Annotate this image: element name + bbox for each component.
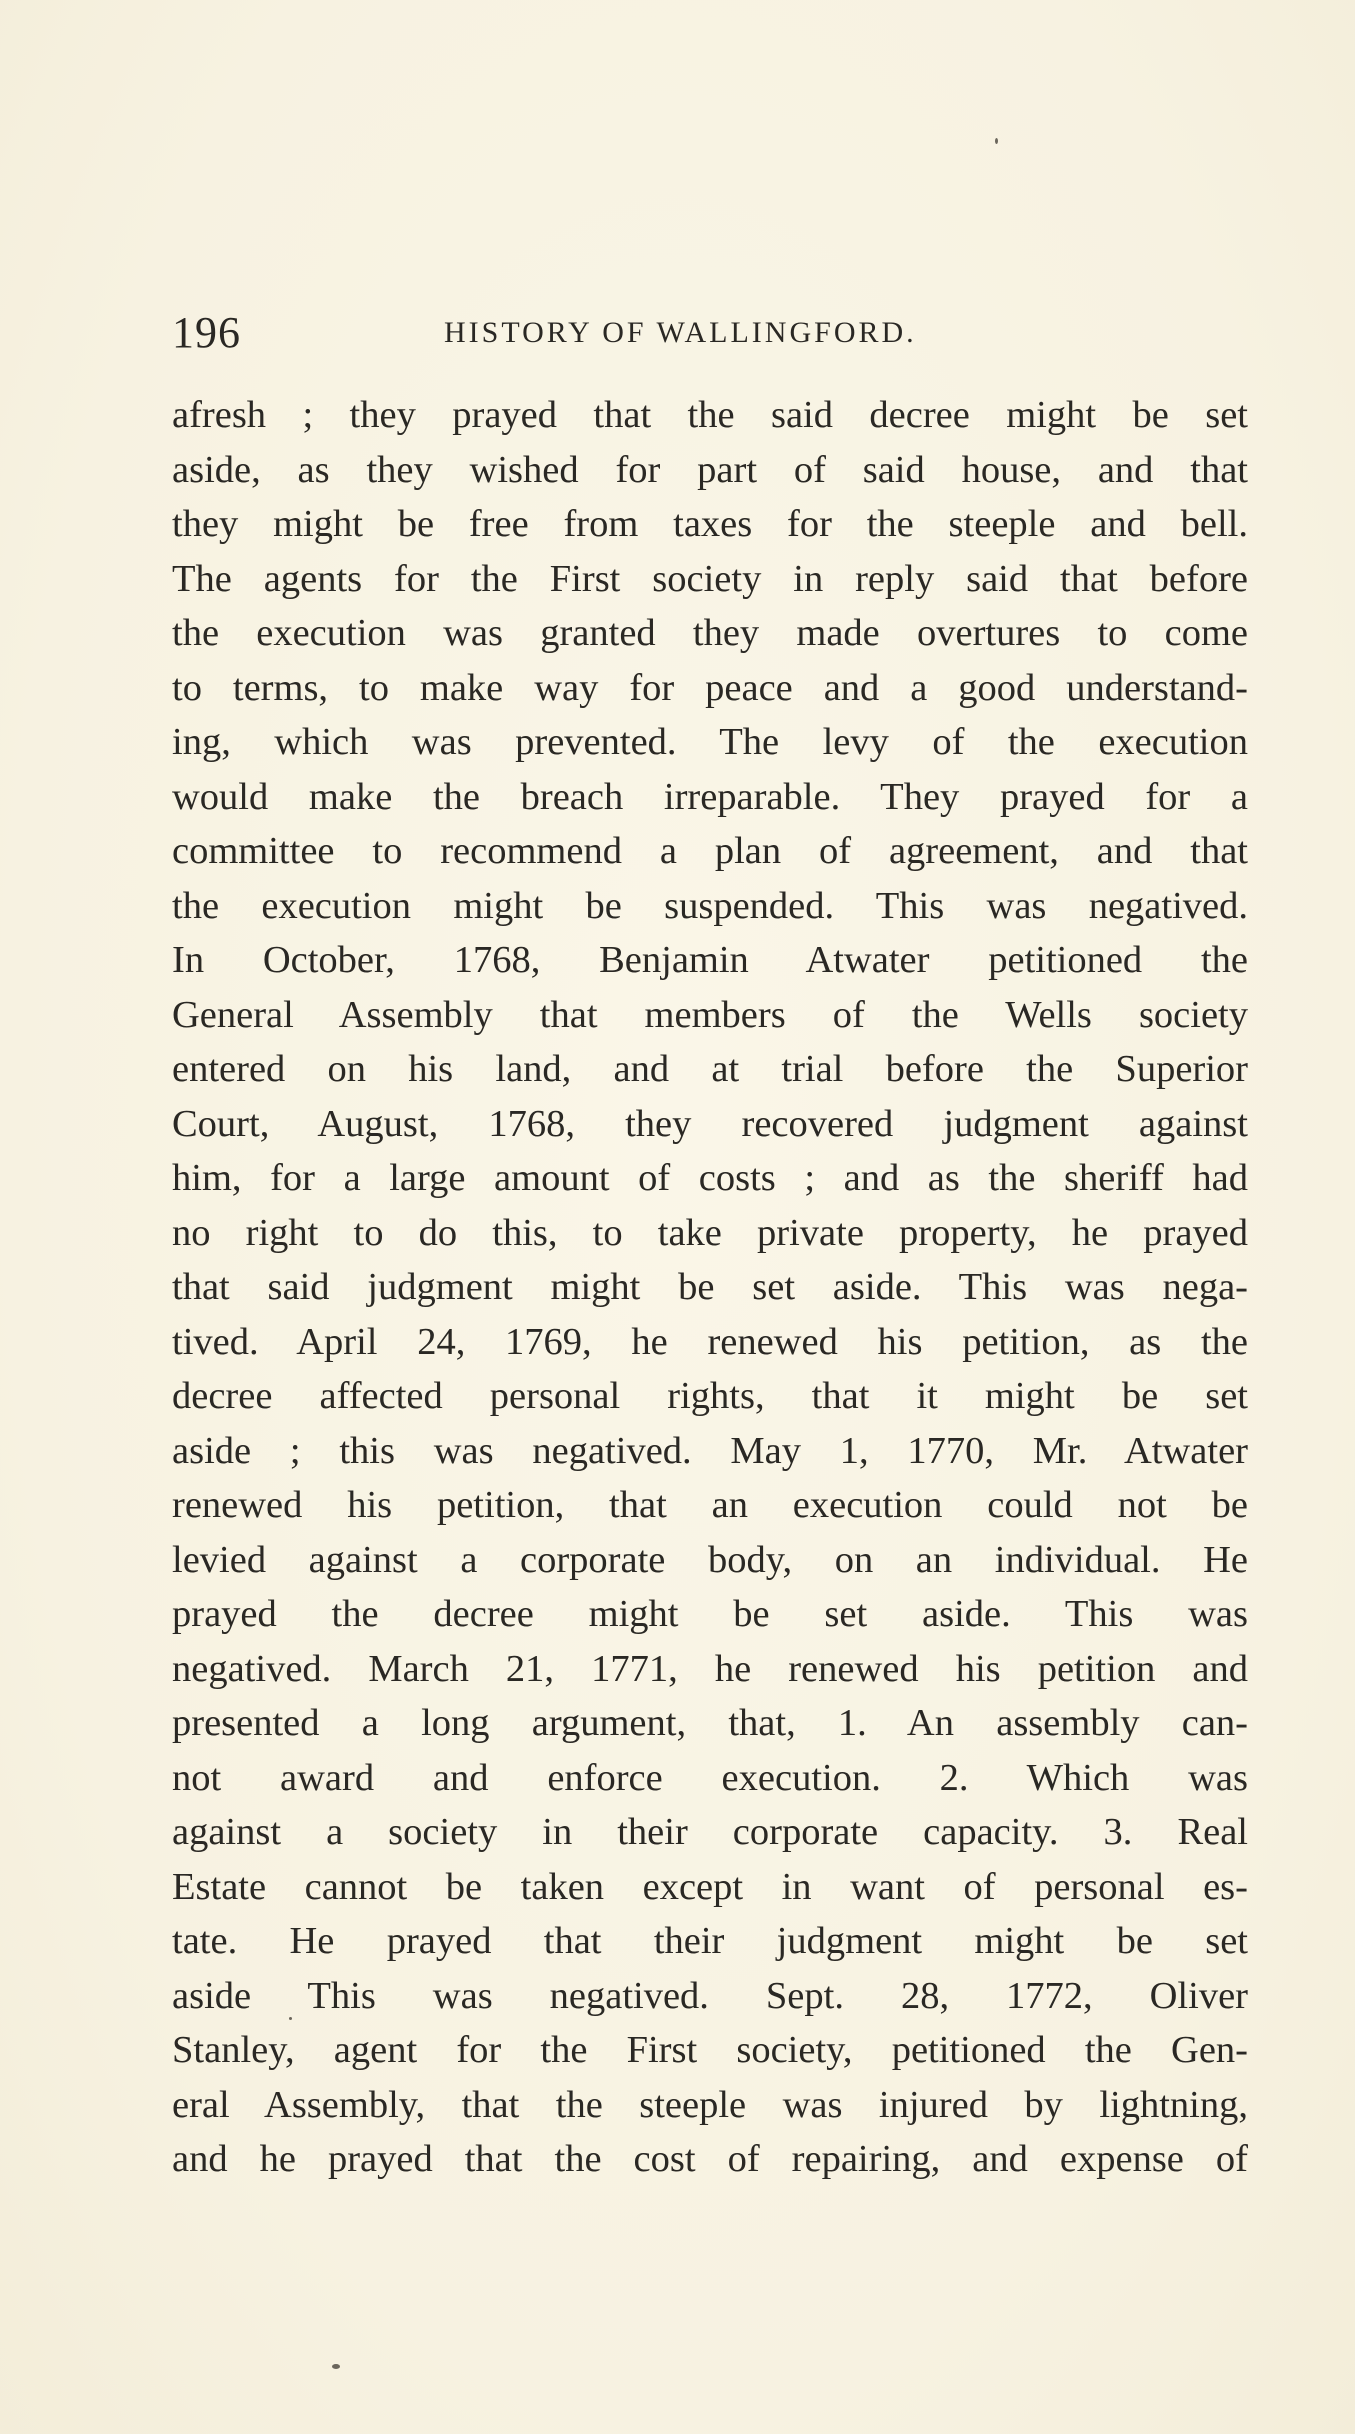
text-line: to terms, to make way for peace and a good understand- bbox=[172, 666, 1248, 709]
text-line: aside ; this was negatived. May 1, 1770, Mr. Atwater bbox=[172, 1429, 1248, 1472]
text-line: renewed his petition, that an execution could not be bbox=[172, 1484, 1248, 1526]
text-line: Stanley, agent for the First society, petitioned the Gen- bbox=[172, 2029, 1248, 2071]
text-line: they might be free from taxes for the steeple and bell. bbox=[172, 503, 1248, 545]
text-line: committee to recommend a plan of agreement, and that bbox=[172, 830, 1248, 872]
text-line: presented a long argument, that, 1. An assembly can- bbox=[172, 1702, 1248, 1744]
text-line: no right to do this, to take private property, he prayed bbox=[172, 1211, 1248, 1254]
text-line: tived. April 24, 1769, he renewed his petition, as the bbox=[172, 1320, 1248, 1363]
text-line: against a society in their corporate capacity. 3. Real bbox=[172, 1811, 1248, 1853]
text-line: the execution might be suspended. This was negatived. bbox=[172, 884, 1248, 927]
text-line: In October, 1768, Benjamin Atwater petitioned the bbox=[172, 939, 1248, 981]
text-line: decree affected personal rights, that it might be set bbox=[172, 1375, 1248, 1417]
running-title: HISTORY OF WALLINGFORD. bbox=[444, 316, 917, 349]
text-line: The agents for the First society in reply said that before bbox=[172, 557, 1248, 600]
text-line: General Assembly that members of the Wells society bbox=[172, 993, 1248, 1036]
paper-speck bbox=[332, 2364, 340, 2369]
text-line: prayed the decree might be set aside. This was bbox=[172, 1593, 1248, 1635]
paper-speck bbox=[289, 2017, 292, 2020]
text-line: would make the breach irreparable. They prayed for a bbox=[172, 775, 1248, 818]
text-line: aside, as they wished for part of said house, and that bbox=[172, 448, 1248, 491]
paper-speck bbox=[995, 138, 998, 144]
text-line: afresh ; they prayed that the said decree might be set bbox=[172, 394, 1248, 436]
text-line: Court, August, 1768, they recovered judgment against bbox=[172, 1102, 1248, 1145]
text-line: aside This was negatived. Sept. 28, 1772, Oliver bbox=[172, 1974, 1248, 2017]
text-line: ing, which was prevented. The levy of the execution bbox=[172, 721, 1248, 763]
page-header bbox=[172, 303, 1248, 363]
text-line: and he prayed that the cost of repairing, and expense of bbox=[172, 2138, 1248, 2180]
page-number: 196 bbox=[172, 308, 241, 357]
body-text bbox=[172, 388, 1248, 2187]
text-line: entered on his land, and at trial before the Superior bbox=[172, 1048, 1248, 1090]
text-line: levied against a corporate body, on an individual. He bbox=[172, 1538, 1248, 1581]
text-line: that said judgment might be set aside. This was nega- bbox=[172, 1266, 1248, 1308]
text-line: eral Assembly, that the steeple was injured by lightning, bbox=[172, 2083, 1248, 2126]
text-line: him, for a large amount of costs ; and as the sheriff had bbox=[172, 1157, 1248, 1199]
text-line: the execution was granted they made overtures to come bbox=[172, 612, 1248, 654]
text-line: negatived. March 21, 1771, he renewed his petition and bbox=[172, 1647, 1248, 1690]
text-line: Estate cannot be taken except in want of personal es- bbox=[172, 1865, 1248, 1908]
text-line: not award and enforce execution. 2. Which was bbox=[172, 1756, 1248, 1799]
text-line: tate. He prayed that their judgment might be set bbox=[172, 1920, 1248, 1962]
